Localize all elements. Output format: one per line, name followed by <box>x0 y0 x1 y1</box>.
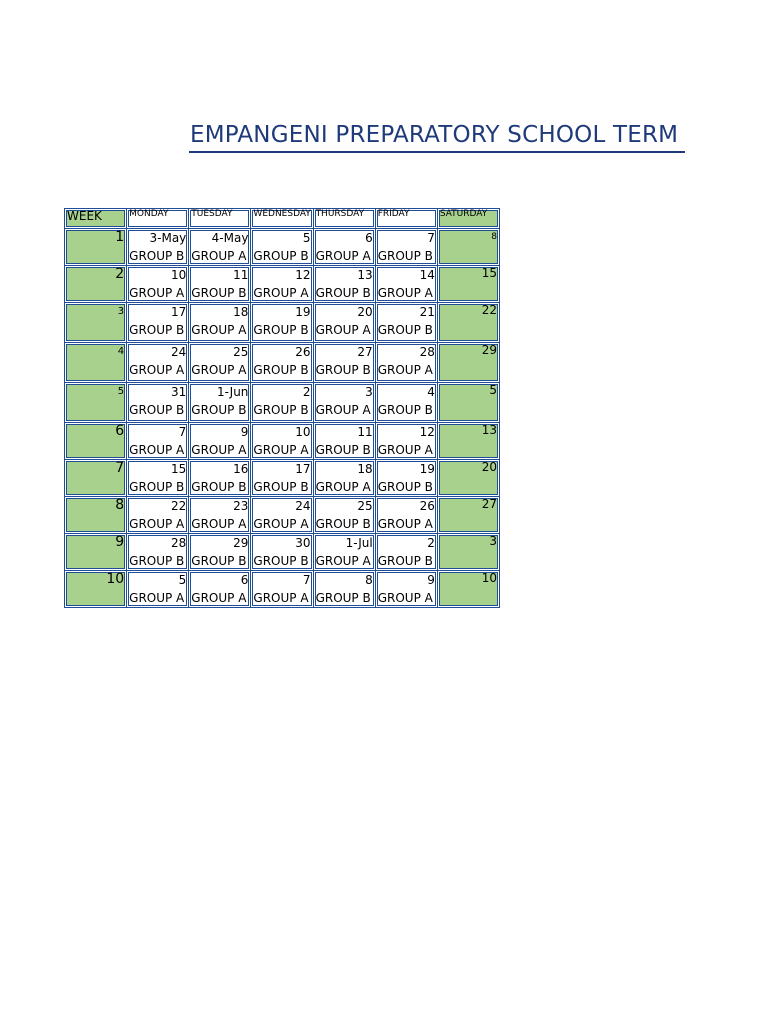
day-group: GROUP B <box>191 480 247 494</box>
day-group: GROUP B <box>191 286 247 300</box>
header-row <box>65 209 500 229</box>
day-date: 30 <box>295 536 311 550</box>
day-date: 10 <box>171 268 187 282</box>
day-date: 2 <box>302 385 311 399</box>
week-number: 1 <box>65 229 127 266</box>
table-row <box>65 383 500 423</box>
day-date: 11 <box>357 425 373 439</box>
day-date: 22 <box>171 499 187 513</box>
day-group: GROUP A <box>191 363 247 377</box>
day-date: 15 <box>171 462 187 476</box>
table-row <box>65 534 500 571</box>
day-cell <box>313 266 375 303</box>
day-date: 2 <box>427 536 435 550</box>
day-cell <box>127 383 189 423</box>
day-cell <box>127 343 189 383</box>
day-date: 25 <box>357 499 373 513</box>
table-row <box>65 423 500 460</box>
header-monday: MONDAY <box>127 209 189 229</box>
day-date: 11 <box>233 268 249 282</box>
day-cell <box>251 383 313 423</box>
day-group: GROUP A <box>191 443 247 457</box>
day-group: GROUP A <box>315 554 371 568</box>
week-number: 3 <box>65 303 127 343</box>
week-number: 4 <box>65 343 127 383</box>
day-date: 26 <box>295 345 311 359</box>
day-cell <box>375 571 437 608</box>
day-group: GROUP A <box>315 323 371 337</box>
day-cell <box>127 303 189 343</box>
day-cell <box>251 343 313 383</box>
day-date: 6 <box>240 573 249 587</box>
week-number: 2 <box>65 266 127 303</box>
day-date: 7 <box>427 231 435 245</box>
day-date: 12 <box>295 268 311 282</box>
day-group: GROUP A <box>377 443 433 457</box>
day-group: GROUP B <box>253 403 309 417</box>
saturday-date: 29 <box>437 343 499 383</box>
day-date: 9 <box>427 573 435 587</box>
day-date: 4-May <box>211 231 249 245</box>
day-cell <box>313 460 375 497</box>
day-group: GROUP B <box>253 323 309 337</box>
day-date: 12 <box>419 425 435 439</box>
day-date: 21 <box>419 305 435 319</box>
day-cell <box>127 534 189 571</box>
day-cell <box>189 343 251 383</box>
day-cell <box>127 266 189 303</box>
day-cell <box>127 423 189 460</box>
day-cell <box>189 423 251 460</box>
table-row <box>65 571 500 608</box>
week-number: 5 <box>65 383 127 423</box>
day-cell <box>127 229 189 266</box>
day-cell <box>313 229 375 266</box>
table-row <box>65 343 500 383</box>
week-number: 6 <box>65 423 127 460</box>
day-cell <box>375 303 437 343</box>
day-cell <box>313 423 375 460</box>
day-cell <box>127 497 189 534</box>
day-cell <box>375 229 437 266</box>
day-group: GROUP B <box>315 286 371 300</box>
day-cell <box>375 423 437 460</box>
week-number: 10 <box>65 571 127 608</box>
term-calendar-table <box>64 208 500 608</box>
day-group: GROUP B <box>191 554 247 568</box>
day-cell <box>375 266 437 303</box>
day-date: 7 <box>178 425 187 439</box>
day-date: 8 <box>365 573 373 587</box>
day-date: 18 <box>357 462 373 476</box>
day-cell <box>313 571 375 608</box>
table-row <box>65 460 500 497</box>
day-group: GROUP A <box>377 286 433 300</box>
day-group: GROUP B <box>315 591 371 605</box>
day-cell <box>251 534 313 571</box>
saturday-date: 8 <box>437 229 499 266</box>
day-cell <box>189 571 251 608</box>
day-date: 25 <box>233 345 249 359</box>
day-cell <box>251 497 313 534</box>
day-cell <box>127 460 189 497</box>
day-group: GROUP A <box>315 480 371 494</box>
day-date: 28 <box>171 536 187 550</box>
day-group: GROUP A <box>191 323 247 337</box>
day-date: 16 <box>233 462 249 476</box>
header-friday: FRIDAY <box>375 209 437 229</box>
day-date: 19 <box>419 462 435 476</box>
day-cell <box>251 460 313 497</box>
day-group: GROUP B <box>129 403 185 417</box>
day-group: GROUP B <box>253 363 309 377</box>
day-date: 3 <box>365 385 373 399</box>
day-cell <box>251 303 313 343</box>
saturday-date: 22 <box>437 303 499 343</box>
day-cell <box>313 534 375 571</box>
day-cell <box>375 343 437 383</box>
header-tuesday: TUESDAY <box>189 209 251 229</box>
day-date: 9 <box>240 425 249 439</box>
saturday-date: 27 <box>437 497 499 534</box>
day-date: 18 <box>233 305 249 319</box>
day-date: 1-Jun <box>217 385 249 399</box>
day-date: 28 <box>419 345 435 359</box>
day-cell <box>251 229 313 266</box>
week-number: 9 <box>65 534 127 571</box>
day-group: GROUP B <box>253 554 309 568</box>
day-date: 17 <box>295 462 311 476</box>
header-week: WEEK <box>65 209 127 229</box>
table-row <box>65 229 500 266</box>
day-group: GROUP B <box>129 249 185 263</box>
day-group: GROUP A <box>129 517 185 531</box>
day-group: GROUP A <box>377 363 433 377</box>
day-date: 13 <box>357 268 373 282</box>
day-date: 27 <box>357 345 373 359</box>
saturday-date: 13 <box>437 423 499 460</box>
day-cell <box>189 383 251 423</box>
day-group: GROUP B <box>377 554 433 568</box>
day-group: GROUP A <box>315 403 371 417</box>
day-cell <box>189 497 251 534</box>
day-group: GROUP B <box>253 249 309 263</box>
day-cell <box>375 460 437 497</box>
saturday-date: 5 <box>437 383 499 423</box>
day-date: 17 <box>171 305 187 319</box>
day-cell <box>251 423 313 460</box>
day-cell <box>313 497 375 534</box>
day-date: 19 <box>295 305 311 319</box>
day-group: GROUP B <box>129 480 185 494</box>
day-cell <box>375 383 437 423</box>
day-date: 24 <box>295 499 311 513</box>
day-group: GROUP A <box>191 591 247 605</box>
header-thursday: THURSDAY <box>313 209 375 229</box>
day-date: 6 <box>365 231 373 245</box>
day-cell <box>375 497 437 534</box>
day-group: GROUP B <box>191 403 247 417</box>
day-cell <box>251 571 313 608</box>
day-cell <box>189 229 251 266</box>
day-group: GROUP B <box>253 480 309 494</box>
day-date: 29 <box>233 536 249 550</box>
day-date: 5 <box>178 573 187 587</box>
day-group: GROUP B <box>129 323 185 337</box>
saturday-date: 10 <box>437 571 499 608</box>
week-number: 8 <box>65 497 127 534</box>
day-cell <box>189 303 251 343</box>
day-group: GROUP B <box>315 443 371 457</box>
day-date: 20 <box>357 305 373 319</box>
day-date: 26 <box>419 499 435 513</box>
day-date: 31 <box>171 385 187 399</box>
day-group: GROUP A <box>129 443 185 457</box>
day-cell <box>127 571 189 608</box>
day-cell <box>313 383 375 423</box>
day-group: GROUP B <box>377 323 433 337</box>
day-group: GROUP A <box>377 517 433 531</box>
day-group: GROUP A <box>253 517 309 531</box>
title-underline <box>189 151 685 153</box>
day-cell <box>313 343 375 383</box>
table-row <box>65 266 500 303</box>
day-date: 4 <box>427 385 435 399</box>
week-number: 7 <box>65 460 127 497</box>
header-wednesday: WEDNESDAY <box>251 209 313 229</box>
day-group: GROUP A <box>253 443 309 457</box>
table-row <box>65 303 500 343</box>
day-date: 7 <box>302 573 311 587</box>
day-date: 5 <box>302 231 311 245</box>
day-group: GROUP B <box>315 517 371 531</box>
day-cell <box>189 266 251 303</box>
day-group: GROUP A <box>191 517 247 531</box>
day-date: 3-May <box>149 231 187 245</box>
day-cell <box>189 534 251 571</box>
day-date: 14 <box>419 268 435 282</box>
day-group: GROUP B <box>377 403 433 417</box>
day-group: GROUP B <box>129 554 185 568</box>
day-cell <box>313 303 375 343</box>
day-group: GROUP A <box>253 591 309 605</box>
page-title: EMPANGENI PREPARATORY SCHOOL TERM <box>190 122 679 148</box>
day-group: GROUP A <box>129 286 185 300</box>
saturday-date: 15 <box>437 266 499 303</box>
day-date: 23 <box>233 499 249 513</box>
day-group: GROUP B <box>377 249 433 263</box>
day-group: GROUP A <box>253 286 309 300</box>
day-group: GROUP B <box>315 363 371 377</box>
day-date: 24 <box>171 345 187 359</box>
day-group: GROUP A <box>129 363 185 377</box>
day-date: 1-Jul <box>345 536 373 550</box>
day-group: GROUP A <box>191 249 247 263</box>
header-saturday: SATURDAY <box>437 209 499 229</box>
saturday-date: 3 <box>437 534 499 571</box>
saturday-date: 20 <box>437 460 499 497</box>
day-group: GROUP A <box>129 591 185 605</box>
day-group: GROUP A <box>377 591 433 605</box>
day-cell <box>375 534 437 571</box>
table-row <box>65 497 500 534</box>
day-group: GROUP A <box>315 249 371 263</box>
day-cell <box>251 266 313 303</box>
day-cell <box>189 460 251 497</box>
day-group: GROUP B <box>377 480 433 494</box>
day-date: 10 <box>295 425 311 439</box>
